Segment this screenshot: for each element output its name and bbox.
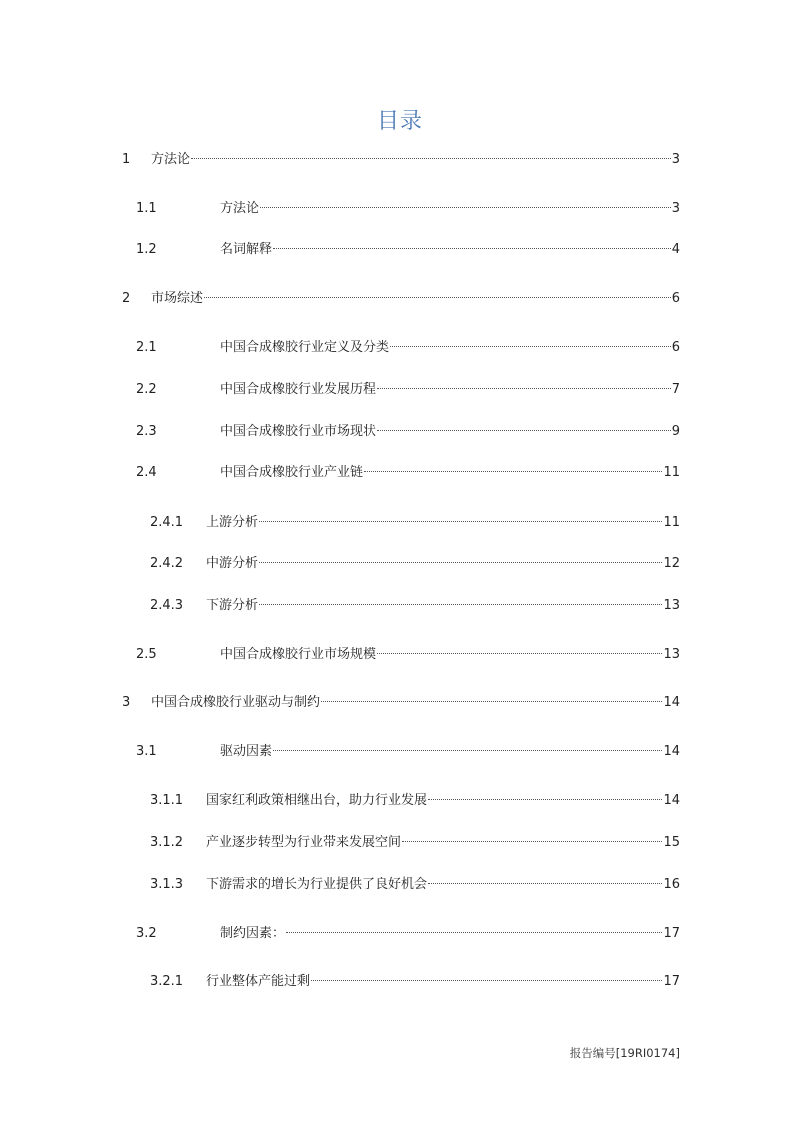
toc-entry-label: 中国合成橡胶行业驱动与制约 (151, 695, 321, 710)
toc-entry-page: 14 (663, 695, 680, 710)
toc-dot-leader (377, 430, 671, 431)
toc-entry[interactable] (122, 513, 680, 533)
toc-entry-number: 2.1 (136, 340, 157, 355)
toc-entry-page: 11 (663, 515, 680, 530)
toc-entry-page: 7 (671, 382, 680, 397)
toc-entry-number: 1 (122, 152, 131, 167)
toc-entry-label: 中国合成橡胶行业定义及分类 (220, 340, 390, 355)
toc-entry[interactable] (122, 199, 680, 219)
toc-entry-page: 16 (663, 877, 680, 892)
toc-entry[interactable] (122, 693, 680, 713)
toc-entry[interactable] (122, 833, 680, 853)
toc-entry-label: 行业整体产能过剩 (206, 974, 311, 989)
toc-entry-page: 17 (663, 974, 680, 989)
toc-dot-leader (321, 701, 662, 702)
toc-entry[interactable] (122, 240, 680, 260)
toc-entry-number: 3.1.3 (150, 877, 184, 892)
toc-dot-leader (377, 388, 671, 389)
report-number-footer: 报告编号[19RI0174] (569, 1046, 680, 1060)
toc-entry-number: 2.4.3 (150, 598, 184, 613)
toc-entry[interactable] (122, 380, 680, 400)
toc-dot-leader (377, 653, 662, 654)
toc-entry-label: 制约因素： (220, 926, 286, 941)
toc-entry-number: 2.4.2 (150, 556, 184, 571)
toc-dot-leader (428, 883, 662, 884)
toc-entry-label: 名词解释 (220, 242, 273, 257)
toc-entry-page: 6 (671, 291, 680, 306)
toc-entry[interactable] (122, 645, 680, 665)
toc-entry-label: 下游需求的增长为行业提供了良好机会 (206, 877, 428, 892)
toc-entry[interactable] (122, 463, 680, 483)
toc-entry[interactable] (122, 791, 680, 811)
toc-entry[interactable] (122, 596, 680, 616)
toc-dot-leader (402, 841, 662, 842)
toc-entry-label: 方法论 (220, 201, 260, 216)
toc-entry[interactable] (122, 972, 680, 992)
toc-entry-number: 3.1 (136, 744, 157, 759)
toc-entry-number: 3.2 (136, 926, 157, 941)
toc-entry-label: 中国合成橡胶行业市场规模 (220, 647, 377, 662)
toc-entry-page: 14 (663, 744, 680, 759)
toc-entry-number: 2.4 (136, 465, 157, 480)
toc-dot-leader (286, 932, 662, 933)
toc-dot-leader (260, 207, 671, 208)
toc-entry[interactable] (122, 924, 680, 944)
toc-dot-leader (273, 750, 662, 751)
toc-dot-leader (311, 980, 662, 981)
toc-dot-leader (428, 799, 662, 800)
toc-entry-number: 3.1.1 (150, 793, 184, 808)
toc-entry-number: 2.4.1 (150, 515, 184, 530)
toc-entry-page: 13 (663, 647, 680, 662)
toc-entry-number: 2.3 (136, 424, 157, 439)
toc-dot-leader (204, 297, 671, 298)
toc-dot-leader (364, 471, 662, 472)
toc-dot-leader (390, 346, 671, 347)
toc-entry[interactable] (122, 742, 680, 762)
toc-entry-page: 11 (663, 465, 680, 480)
toc-entry-page: 3 (671, 152, 680, 167)
toc-entry-number: 2.5 (136, 647, 157, 662)
toc-entry-number: 3.2.1 (150, 974, 184, 989)
toc-title: 目录 (376, 109, 423, 134)
toc-entry-number: 1.2 (136, 242, 157, 257)
toc-entry[interactable] (122, 289, 680, 309)
toc-entry-page: 14 (663, 793, 680, 808)
toc-entry-page: 12 (663, 556, 680, 571)
toc-entry[interactable] (122, 338, 680, 358)
toc-entry[interactable] (122, 150, 680, 170)
toc-entry[interactable] (122, 554, 680, 574)
toc-entry-label: 中国合成橡胶行业产业链 (220, 465, 364, 480)
toc-dot-leader (259, 521, 662, 522)
toc-entry-label: 国家红利政策相继出台，助力行业发展 (206, 793, 428, 808)
toc-dot-leader (191, 158, 671, 159)
toc-entry-page: 9 (671, 424, 680, 439)
toc-entry-label: 中游分析 (206, 556, 259, 571)
toc-entry-number: 3.1.2 (150, 835, 184, 850)
toc-dot-leader (259, 562, 662, 563)
toc-entry-label: 中国合成橡胶行业市场现状 (220, 424, 377, 439)
toc-entry-number: 2.2 (136, 382, 157, 397)
toc-entry-page: 3 (671, 201, 680, 216)
toc-entry-page: 17 (663, 926, 680, 941)
toc-entry-page: 13 (663, 598, 680, 613)
toc-entry-label: 市场综述 (151, 291, 204, 306)
toc-entry-label: 中国合成橡胶行业发展历程 (220, 382, 377, 397)
toc-entry-label: 上游分析 (206, 515, 259, 530)
toc-entry-page: 4 (671, 242, 680, 257)
toc-dot-leader (273, 248, 671, 249)
toc-entry-number: 2 (122, 291, 131, 306)
toc-entry-label: 产业逐步转型为行业带来发展空间 (206, 835, 402, 850)
toc-dot-leader (259, 604, 662, 605)
toc-entry-page: 15 (663, 835, 680, 850)
toc-entry[interactable] (122, 875, 680, 895)
toc-entry-number: 3 (122, 695, 131, 710)
toc-entry-label: 方法论 (151, 152, 191, 167)
toc-entry-page: 6 (671, 340, 680, 355)
toc-entry-label: 下游分析 (206, 598, 259, 613)
toc-entry-number: 1.1 (136, 201, 157, 216)
toc-entry-label: 驱动因素 (220, 744, 273, 759)
toc-entry[interactable] (122, 422, 680, 442)
